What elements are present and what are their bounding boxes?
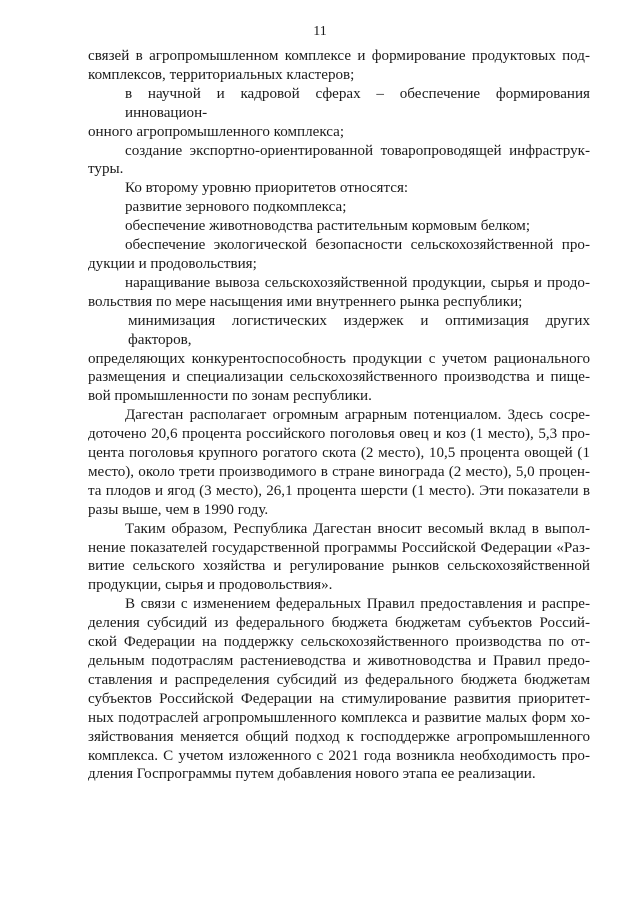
text-line: туры.	[88, 161, 124, 178]
text-line: дельным подотраслям растениеводства и животноводства и Правил предо-	[88, 653, 590, 669]
text-line: в научной и кадровой сферах – обеспечение формирования инновацион-	[125, 85, 590, 121]
text-line: минимизация логистических издержек и оптимизация других факторов,	[128, 312, 590, 348]
text-line: та плодов и ягод (3 место), 26,1 процента шерсти (1 место). Эти показатели в	[88, 482, 590, 499]
text-line: комплекса. С учетом изложенного с 2021 года возникла необходимость про-	[88, 747, 590, 764]
text-line: обеспечение животноводства растительным кормовым белком;	[125, 218, 531, 235]
text-line: связей в агропромышленном комплексе и формирование продуктовых под-	[88, 48, 590, 64]
text-line: зяйствования меняется общий подход к господдержке агропромышленного	[88, 728, 590, 745]
text-line: комплексов, территориальных кластеров;	[88, 66, 355, 83]
text-line: разы выше, чем в 1990 году.	[88, 501, 269, 518]
text-line: дукции и продовольствия;	[88, 255, 257, 272]
text-line: деления субсидий из федерального бюджета бюджетам субъектов Россий-	[88, 615, 590, 632]
text-line: размещения и специализации сельскохозяйственного производства и пище-	[88, 369, 590, 386]
text-line: нение показателей государственной программы Российской Федерации «Раз-	[88, 539, 590, 556]
text-line: обеспечение экологической безопасности сельскохозяйственной про-	[125, 237, 590, 254]
text-line: ской Федерации на поддержку сельскохозяйственного производства по от-	[88, 634, 590, 651]
text-line: развитие зернового подкомплекса;	[125, 199, 347, 216]
text-line: место), около трети производимого в стране винограда (2 место), 5,0 процен-	[88, 463, 590, 480]
text-line: доточено 20,6 процента российского поголовья овец и коз (1 место), 5,3 про-	[88, 426, 590, 443]
text-line: ных подотраслей агропромышленного комплекса и развитие малых форм хо-	[88, 709, 590, 726]
text-line: Дагестан располагает огромным аграрным потенциалом. Здесь сосре-	[125, 407, 590, 424]
text-line: Ко второму уровню приоритетов относятся:	[125, 180, 409, 197]
text-line: дления Госпрограммы путем добавления нового этапа ее реализации.	[88, 766, 536, 783]
text-line: продукции, сырья и продовольствия».	[88, 577, 333, 594]
text-line: В связи с изменением федеральных Правил предоставления и распре-	[125, 596, 590, 613]
text-line: Таким образом, Республика Дагестан вносит весомый вклад в выпол-	[125, 520, 590, 537]
text-line: создание экспортно-ориентированной товаропроводящей инфраструк-	[125, 142, 590, 159]
text-line: определяющих конкурентоспособность продукции с учетом рационального	[88, 350, 590, 367]
text-line: цента поголовья крупного рогатого скота (2 место), 10,5 процента овощей (1	[88, 445, 590, 462]
text-line: онного агропромышленного комплекса;	[88, 123, 345, 140]
text-line: ставления и распределения субсидий из федерального бюджета бюджетам	[88, 671, 590, 688]
text-line: субъектов Российской Федерации на стимулирование развития приоритет-	[88, 690, 590, 707]
page-number: 11	[313, 24, 327, 39]
text-line: вольствия по мере насыщения ими внутреннего рынка республики;	[88, 293, 523, 310]
text-line: наращивание вывоза сельскохозяйственной продукции, сырья и продо-	[125, 274, 590, 291]
body-text	[88, 47, 590, 784]
text-line: вой промышленности по зонам республики.	[88, 388, 372, 405]
text-line: витие сельского хозяйства и регулирование рынков сельскохозяйственной	[88, 558, 590, 575]
